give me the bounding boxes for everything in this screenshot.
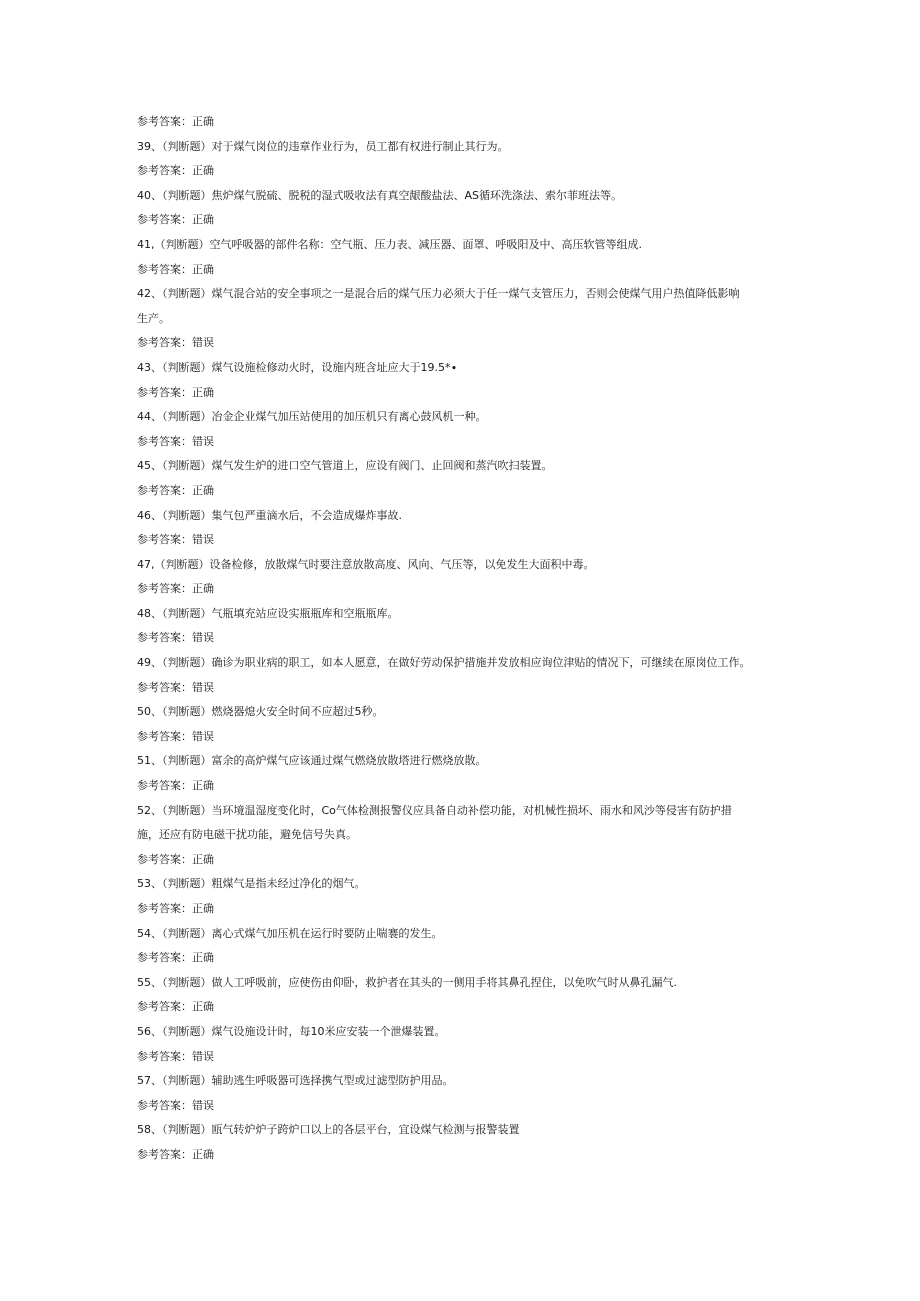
answer-line: 参考答案：正确 <box>137 902 214 915</box>
answer-line: 参考答案：正确 <box>137 115 214 128</box>
question-continuation: 生产。 <box>137 311 170 325</box>
question-line: 42、（判断题）煤气混合站的安全事项之一是混合后的煤气压力必须大于任一煤气支管压力，否则会使煤气用户热值降低影响 <box>137 287 740 301</box>
question-line: 43、（判断题）煤气设施检修动火时，设施内班含址应大于19.5*∙ <box>137 360 458 374</box>
question-line: 40、（判断题）焦炉煤气脱硫、脱税的湿式吸收法有真空龈酸盐法、AS循环洗涤法、索尔菲班法等。 <box>137 188 623 202</box>
question-line: 57、（判断题）辅助逃生呼吸器可选择携气型或过滤型防护用品。 <box>137 1074 454 1088</box>
question-line: 44、（判断题）冶金企业煤气加压站使用的加压机只有离心鼓风机一种。 <box>137 410 487 424</box>
answer-line: 参考答案：错误 <box>137 1049 214 1063</box>
question-line: 54、（判断题）离心式煤气加压机在运行时要防止喘褰的发生。 <box>137 926 443 940</box>
question-line: 52、（判断题）当环境温湿度变化时，Co气体检测报警仪应具备自动补偿功能，对机械性损坏、雨水和风沙等侵害有防护措 <box>137 803 732 817</box>
answer-line: 参考答案：错误 <box>137 434 214 448</box>
question-line: 56、（判断题）煤气设施设计时，每10米应安装一个泄爆装置。 <box>137 1024 446 1038</box>
answer-line: 参考答案：正确 <box>137 164 214 178</box>
answer-line: 参考答案：错误 <box>137 680 214 694</box>
question-continuation: 施，还应有防电磁干扰功能，避免信号失真。 <box>137 828 357 842</box>
question-line: 53、（判断题）粗煤气是指未经过净化的烟气。 <box>137 877 366 891</box>
question-line: 39、（判断题）对于煤气岗位的违章作业行为，员工都有权进行制止其行为。 <box>137 139 509 153</box>
answer-line: 参考答案：正确 <box>137 213 214 227</box>
question-line: 41,（判断题）空气呼吸器的部件名称：空气瓶、压力表、减压器、面罩、呼吸阳及中、高压软管等组成. <box>137 237 642 251</box>
question-line: 55、（判断题）做人工呼吸前，应使伤由仰卧，救护者在其头的一侧用手将其鼻孔捏住，以免吹气时从鼻孔漏气. <box>137 975 677 989</box>
answer-line: 参考答案：正确 <box>137 779 214 793</box>
answer-line: 参考答案：正确 <box>137 483 214 497</box>
answer-line: 参考答案：正确 <box>137 1000 214 1014</box>
answer-line: 参考答案：错误 <box>137 533 214 547</box>
question-line: 45、（判断题）煤气发生炉的进口空气管道上，应设有阀门、止回阀和蒸汽吹扫装置。 <box>137 459 553 473</box>
answer-line: 参考答案：错误 <box>137 729 214 743</box>
answer-line: 参考答案：错误 <box>137 1098 214 1112</box>
answer-line: 参考答案：错误 <box>137 631 214 645</box>
question-line: 50、（判断题）燃烧器熄火安全时间不应超过5秒。 <box>137 705 384 719</box>
answer-line: 参考答案：正确 <box>137 951 214 965</box>
answer-line: 参考答案：正确 <box>137 1147 214 1161</box>
question-line: 46、（判断题）集气包严重滴水后，不会造成爆炸事故. <box>137 508 402 522</box>
question-line: 51、（判断题）富余的高炉煤气应该通过煤气燃烧放散塔进行燃烧放散。 <box>137 754 487 768</box>
answer-line: 参考答案：正确 <box>137 852 214 866</box>
question-line: 48、（判断题）气瓶填充站应设实瓶瓶库和空瓶瓶库。 <box>137 606 399 620</box>
question-list <box>137 110 797 1168</box>
answer-line: 参考答案：正确 <box>137 582 214 596</box>
question-line: 58、（判断题）瓯气转炉炉子跨炉口以上的各层平台，宜设煤气检测与报警装置 <box>137 1123 520 1137</box>
answer-line: 参考答案：正确 <box>137 385 214 399</box>
question-line: 47,（判断题）设备检修，放散煤气时要注意放散高度、风向、气压等，以免发生大面积中毒。 <box>137 557 595 571</box>
answer-line: 参考答案：正确 <box>137 262 214 276</box>
answer-line: 参考答案：错误 <box>137 336 214 350</box>
question-line: 49、（判断题）确诊为职业病的职工，如本人愿意，在做好劳动保护措施并发放相应询位津贴的情况下，可继续在原岗位工作。 <box>137 656 751 670</box>
